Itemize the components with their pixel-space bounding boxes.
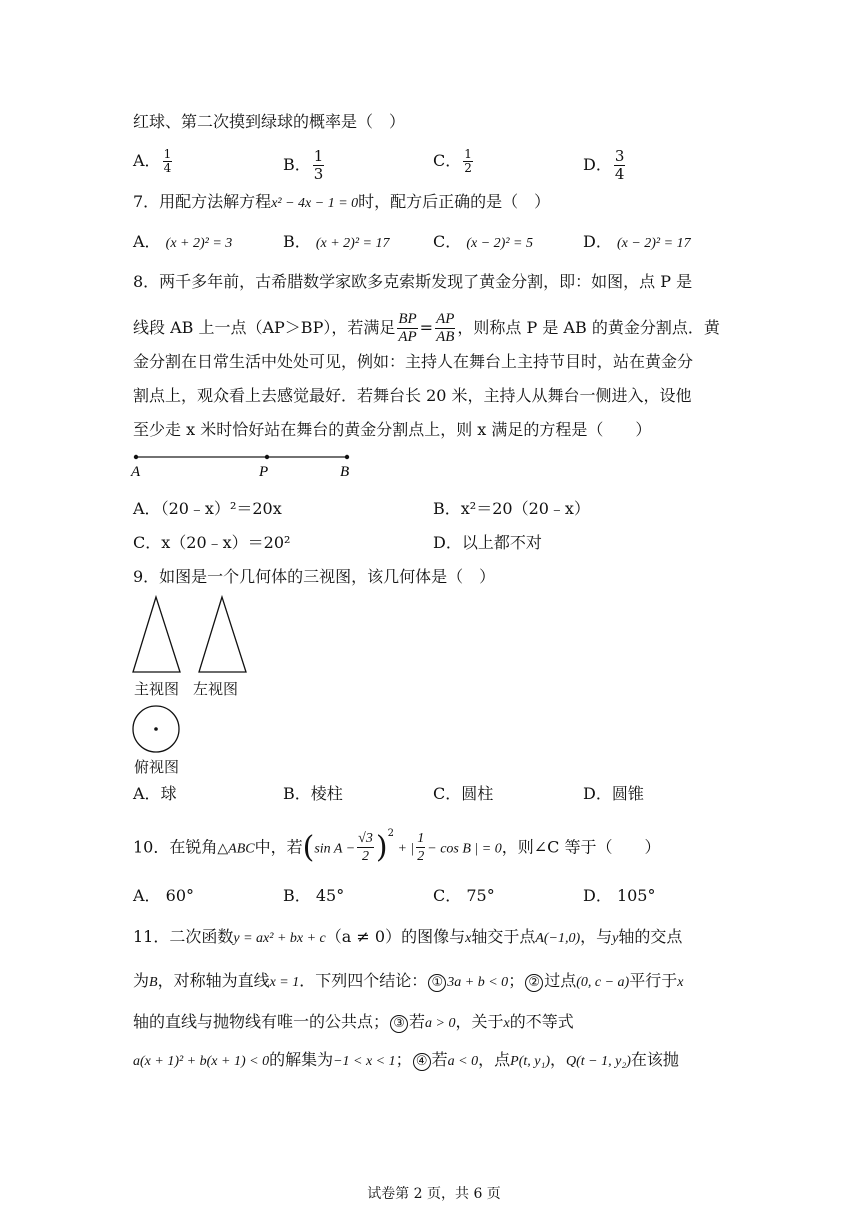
q7-option-c[interactable]: C． (x − 2)² = 5 xyxy=(433,232,533,251)
point-a-dot xyxy=(134,455,138,459)
q10-option-c[interactable]: C． 75° xyxy=(433,886,495,905)
golden-section-figure xyxy=(128,448,368,484)
q6-option-a[interactable]: A． $\frac{1}{4}$ xyxy=(133,147,172,175)
point-p-dot xyxy=(265,455,269,459)
q8-line1: 8．两千多年前，古希腊数学家欧多克索斯发现了黄金分割，即：如图，点 P 是 xyxy=(133,272,693,291)
q7-text: 7．用配方法解方程x² − 4x − 1 = 0时，配方后正确的是（ ） xyxy=(133,192,551,211)
q6-option-b[interactable]: B． $\frac{1}{3}$ xyxy=(283,147,324,183)
q8-line3: 金分割在日常生活中处处可见，例如：主持人在舞台上主持节目时，站在黄金分 xyxy=(133,352,694,371)
q11-line3: 轴的直线与抛物线有唯一的公共点； ③ 若a > 0，关于x的不等式 xyxy=(133,1012,574,1031)
q7-option-b[interactable]: B． (x + 2)² = 17 xyxy=(283,232,390,251)
q9-option-d[interactable]: D．圆锥 xyxy=(583,784,644,803)
label-a: A xyxy=(131,464,141,480)
q9-text: 9．如图是一个几何体的三视图，该几何体是（ ） xyxy=(133,567,496,586)
left-view-triangle xyxy=(199,597,246,672)
q8-option-a[interactable]: A．（20﹣x）²＝20x xyxy=(133,499,282,518)
q6-text: 红球、第二次摸到绿球的概率是（ ） xyxy=(133,112,406,131)
q6-option-c[interactable]: C． $\frac{1}{2}$ xyxy=(433,147,472,175)
q7-option-d[interactable]: D． (x − 2)² = 17 xyxy=(583,232,691,251)
q6-option-d[interactable]: D． $\frac{3}{4}$ xyxy=(583,147,625,183)
left-view-label: 左视图 xyxy=(193,680,239,698)
q7-option-a[interactable]: A． (x + 2)² = 3 xyxy=(133,232,233,251)
label-p: P xyxy=(259,464,269,480)
label-b: B xyxy=(340,464,350,480)
q8-line5: 至少走 x 米时恰好站在舞台的黄金分割点上，则 x 满足的方程是（ ） xyxy=(133,420,652,439)
q9-option-a[interactable]: A．球 xyxy=(133,784,177,803)
q11-line2: 为B，对称轴为直线x = 1．下列四个结论： ① 3a + b < 0； ② 过点(0, c − a)平行于x xyxy=(133,971,684,990)
three-views-figure xyxy=(128,592,258,678)
front-view-triangle xyxy=(133,597,180,672)
q8-line4: 割点上，观众看上去感觉最好．若舞台长 20 米，主持人从舞台一侧进入，设他 xyxy=(133,386,692,405)
q11-line1: 11．二次函数y = ax² + bx + c（a ≠ 0）的图像与x轴交于点A(−1,0)，与y轴的交点 xyxy=(133,927,683,946)
q8-line2: 线段 AB 上一点（AP＞BP），若满足 $\frac{BP}{AP}$ = $\frac{AP}{AB}$ ，则称点 P 是 AB 的黄金分割点．黄 xyxy=(133,311,720,345)
q9-option-b[interactable]: B．棱柱 xyxy=(283,784,343,803)
q10-text: 10．在锐角△ABC中，若(sin A − $\frac{√3}{2}$ )$^2$ + | $\frac{1}{2}$ − cos B | = 0，则∠C 等于（ ） xyxy=(133,828,661,865)
q9-option-c[interactable]: C．圆柱 xyxy=(433,784,494,803)
top-view-center-dot xyxy=(154,727,158,731)
q10-option-b[interactable]: B． 45° xyxy=(283,886,345,905)
point-b-dot xyxy=(345,455,349,459)
q8-option-d[interactable]: D．以上都不对 xyxy=(433,533,542,552)
q10-option-d[interactable]: D． 105° xyxy=(583,886,656,905)
top-view-label: 俯视图 xyxy=(134,758,180,776)
q8-option-b[interactable]: B．x²＝20（20﹣x） xyxy=(433,499,590,518)
q8-option-c[interactable]: C．x（20﹣x）＝20² xyxy=(133,533,291,552)
top-view-figure xyxy=(128,705,184,755)
front-view-label: 主视图 xyxy=(134,680,180,698)
q11-line4: a(x + 1)² + b(x + 1) < 0的解集为−1 < x < 1； ④ 若a < 0，点P(t, y₁)，Q(t − 1, y₂)在该抛 xyxy=(133,1050,679,1069)
q10-option-a[interactable]: A． 60° xyxy=(133,886,195,905)
page-footer: 试卷第 2 页，共 6 页 xyxy=(367,1186,501,1202)
